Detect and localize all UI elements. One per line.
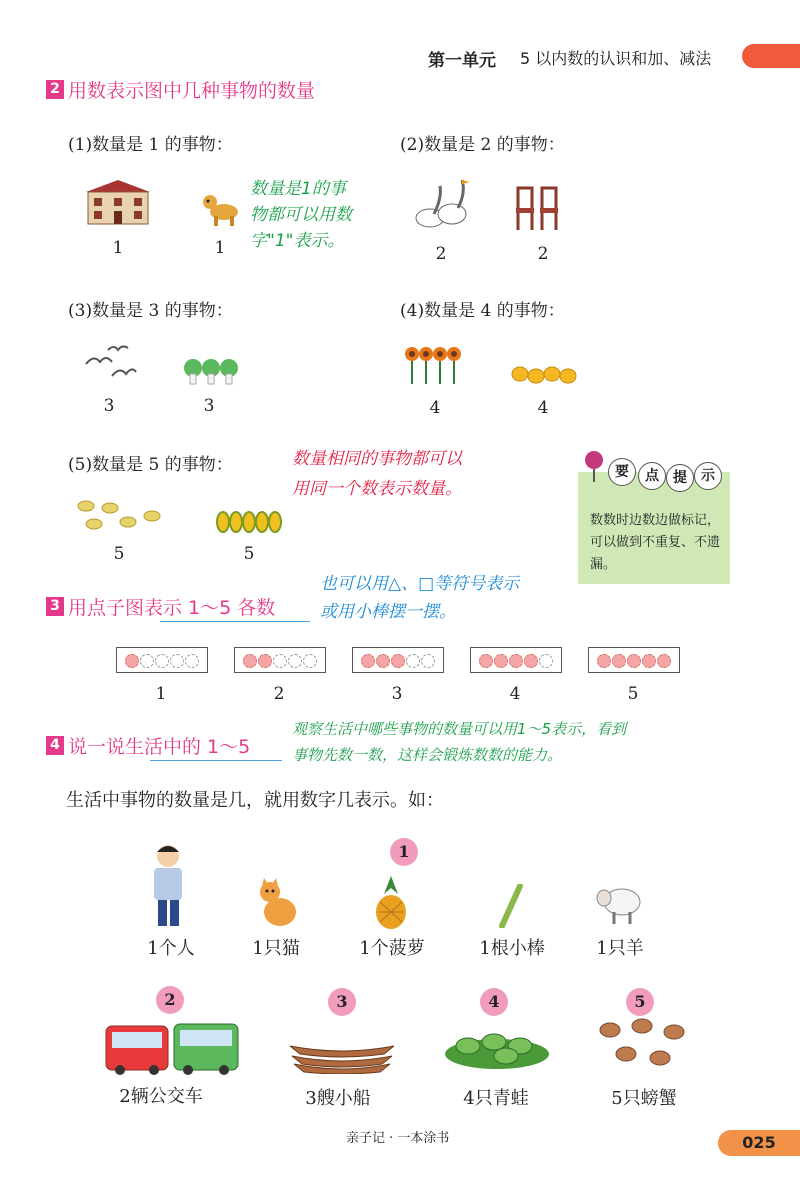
item-4-label: (4)数量是 4 的事物： — [400, 301, 565, 321]
bird-icon — [82, 344, 138, 388]
dot-box-label-2: 2 — [273, 684, 285, 704]
title-underline — [150, 760, 282, 761]
group-number-2: 2 — [156, 986, 184, 1014]
item-2-label: (2)数量是 2 的事物： — [400, 135, 565, 155]
filled-dot — [642, 654, 656, 668]
life-label-person: 1个人 — [147, 938, 195, 959]
note-line: 或用小棒摆一摆。 — [320, 602, 456, 622]
filled-dot — [243, 654, 257, 668]
item-3-count-b: 3 — [203, 396, 215, 416]
house-icon — [82, 178, 154, 226]
dot-box-1 — [116, 647, 208, 673]
dot-box-5 — [588, 647, 680, 673]
corn-icon — [214, 510, 284, 534]
note-line: 物都可以用数 — [250, 205, 352, 225]
section-title-4: 说一说生活中的 1～5 — [68, 736, 251, 758]
note-observe — [292, 716, 626, 768]
title-underline — [160, 621, 310, 622]
filled-dot — [361, 654, 375, 668]
filled-dot — [391, 654, 405, 668]
cat-icon — [254, 878, 300, 928]
footer-brand: 亲子记 · 一本涂书 — [346, 1131, 450, 1146]
filled-dot — [612, 654, 626, 668]
section-title-2: 用数表示图中几种事物的数量 — [68, 80, 316, 102]
page-number: 025 — [718, 1130, 800, 1156]
note-line: 观察生活中哪些事物的数量可以用1～5表示，看到 — [292, 720, 627, 738]
life-label-sheep: 1只羊 — [596, 938, 644, 959]
section-4-intro: 生活中事物的数量是几，就用数字几表示。如： — [66, 790, 444, 811]
dot-box-label-1: 1 — [155, 684, 167, 704]
note-count-one — [250, 176, 352, 254]
filled-dot — [376, 654, 390, 668]
filled-dot — [524, 654, 538, 668]
unit-title: 5 以内数的认识和加、减法 — [520, 49, 712, 68]
crab-icon — [590, 1014, 694, 1074]
life-label-bus: 2辆公交车 — [119, 1086, 203, 1107]
note-line: 事物先数一数，这样会锻炼数数的能力。 — [292, 746, 563, 764]
sheep-icon — [592, 878, 644, 926]
bus-icon — [104, 1020, 240, 1076]
group-number-1: 1 — [390, 838, 418, 866]
dot-box-2 — [234, 647, 326, 673]
filled-dot — [479, 654, 493, 668]
empty-dot — [288, 654, 302, 668]
group-number-3: 3 — [328, 988, 356, 1016]
item-5-label: (5)数量是 5 的事物： — [68, 455, 233, 475]
unit-label: 第一单元 — [428, 51, 496, 71]
dot-box-label-5: 5 — [627, 684, 639, 704]
section-number-2: 2 — [46, 80, 64, 99]
empty-dot — [421, 654, 435, 668]
note-same-quantity — [292, 444, 462, 504]
empty-dot — [273, 654, 287, 668]
section-title-3: 用点子图表示 1～5 各数 — [68, 597, 276, 619]
dot-box-label-4: 4 — [509, 684, 521, 704]
life-label-crab: 5只螃蟹 — [611, 1088, 677, 1109]
stick-icon — [496, 884, 526, 928]
tip-text: 数数时边数边做标记，可以做到不重复、不遗漏。 — [590, 513, 721, 572]
group-number-4: 4 — [480, 988, 508, 1016]
item-1-count-a: 1 — [112, 238, 124, 258]
filled-dot — [494, 654, 508, 668]
dot-box-label-3: 3 — [391, 684, 403, 704]
boat-icon — [286, 1026, 398, 1074]
tip-char-4: 示 — [694, 462, 722, 490]
cabbage-icon — [182, 356, 240, 386]
item-2-count-a: 2 — [435, 244, 447, 264]
boy-icon — [146, 842, 192, 928]
item-1-count-b: 1 — [214, 238, 226, 258]
life-label-cat: 1只猫 — [252, 938, 300, 959]
empty-dot — [140, 654, 154, 668]
note-line: 数量相同的事物都可以 — [292, 449, 462, 469]
tip-char-1: 要 — [608, 458, 636, 486]
life-label-pineapple: 1个菠萝 — [359, 938, 425, 959]
section-number-3: 3 — [46, 597, 64, 616]
empty-dot — [155, 654, 169, 668]
pin-icon — [582, 450, 606, 484]
item-1-label: (1)数量是 1 的事物： — [68, 135, 233, 155]
duck-icon — [76, 496, 164, 534]
header-accent-bar — [742, 44, 800, 68]
sunflower-icon — [404, 344, 464, 386]
goose-icon — [412, 176, 472, 234]
empty-dot — [185, 654, 199, 668]
tip-char-3: 提 — [666, 464, 694, 492]
section-number-4: 4 — [46, 736, 64, 755]
item-3-count-a: 3 — [103, 396, 115, 416]
item-4-count-a: 4 — [429, 398, 441, 418]
note-symbols — [320, 570, 519, 626]
empty-dot — [539, 654, 553, 668]
tip-char-2: 点 — [638, 462, 666, 490]
item-5-count-b: 5 — [243, 544, 255, 564]
item-3-label: (3)数量是 3 的事物： — [68, 301, 233, 321]
group-number-5: 5 — [626, 988, 654, 1016]
empty-dot — [406, 654, 420, 668]
life-label-boat: 3艘小船 — [305, 1088, 371, 1109]
filled-dot — [509, 654, 523, 668]
filled-dot — [597, 654, 611, 668]
note-line: 数量是1的事 — [250, 179, 346, 199]
dog-icon — [200, 188, 242, 228]
note-line: 用同一个数表示数量。 — [292, 479, 462, 499]
life-label-stick: 1根小棒 — [479, 938, 545, 959]
pineapple-icon — [372, 876, 410, 930]
filled-dot — [125, 654, 139, 668]
dot-box-4 — [470, 647, 562, 673]
item-4-count-b: 4 — [537, 398, 549, 418]
item-5-count-a: 5 — [113, 544, 125, 564]
item-2-count-b: 2 — [537, 244, 549, 264]
note-line: 字"1"表示。 — [250, 231, 345, 251]
life-label-frog: 4只青蛙 — [463, 1088, 529, 1109]
empty-dot — [170, 654, 184, 668]
note-line: 也可以用△、□等符号表示 — [320, 574, 520, 594]
empty-dot — [303, 654, 317, 668]
dot-box-3 — [352, 647, 444, 673]
filled-dot — [258, 654, 272, 668]
filled-dot — [657, 654, 671, 668]
pumpkin-icon — [510, 362, 578, 386]
filled-dot — [627, 654, 641, 668]
frog-icon — [444, 1024, 550, 1070]
chair-icon — [514, 186, 562, 232]
